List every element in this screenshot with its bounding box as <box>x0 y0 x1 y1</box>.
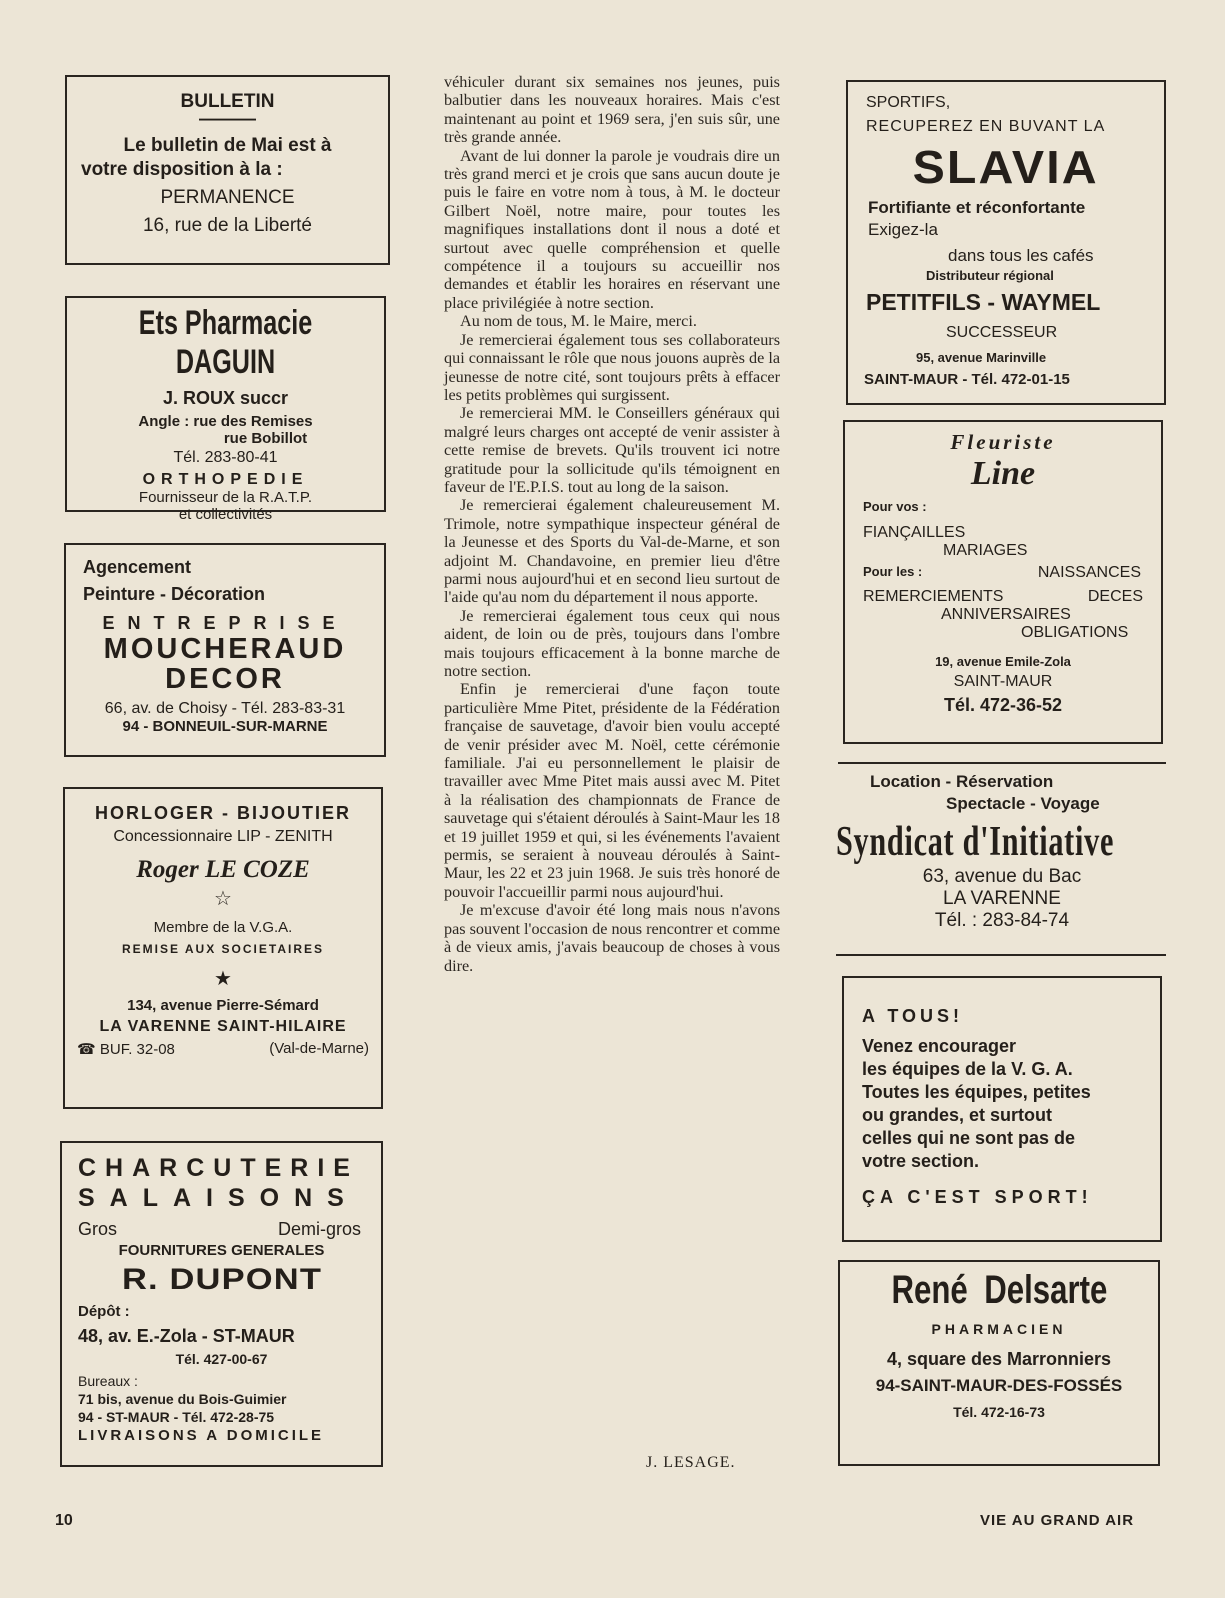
dupont-name: R. DUPONT <box>121 1263 322 1296</box>
moucheraud-city: 94 - BONNEUIL-SUR-MARNE <box>122 718 328 735</box>
moucheraud-name1: MOUCHERAUD <box>103 633 347 665</box>
bulletin-text1: Le bulletin de Mai est à <box>123 135 332 156</box>
daguin-collectivities: et collectivités <box>178 506 273 523</box>
fleuriste-naissances: NAISSANCES <box>1037 564 1141 581</box>
ad-fleuriste-line <box>843 420 1163 744</box>
atous-line: Venez encourager <box>862 1036 1017 1056</box>
article-paragraph: Avant de lui donner la parole je voudrais dire un très grand merci et je crois que sans aucun doute je puis le faire en votre nom à tous, à M. le docteur Gilbert Noël, notre maire, pour toutes les magnifiques installations dont il nous a doté et surtout avec quelle compréhension et quelle compétence il a toujours su accueillir nos demandes et établir les horaires en réservant une place privilégiée à notre section. <box>444 146 780 312</box>
ad-a-tous <box>842 976 1162 1242</box>
fleuriste-mariages: MARIAGES <box>943 542 1028 559</box>
lecoze-trade: HORLOGER - BIJOUTIER <box>94 803 351 823</box>
dupont-gros: Gros <box>78 1219 118 1239</box>
bulletin-address: 16, rue de la Liberté <box>142 215 312 236</box>
bulletin-place: PERMANENCE <box>160 187 295 208</box>
slavia-name: PETITFILS - WAYMEL <box>866 289 1101 315</box>
ad-delsarte <box>838 1260 1160 1466</box>
fleuriste-fiancailles: FIANÇAILLES <box>863 524 966 541</box>
daguin-angle2: rue Bobillot <box>223 430 308 447</box>
syndicat-line2: Spectacle - Voyage <box>946 794 1100 813</box>
daguin-tel: Tél. 283-80-41 <box>173 449 278 466</box>
slavia-brand: SLAVIA <box>912 141 1100 193</box>
ad-dupont <box>60 1141 383 1467</box>
delsarte-address: 4, square des Marronniers <box>886 1349 1112 1369</box>
atous-line: ou grandes, et surtout <box>862 1105 1053 1125</box>
fleuriste-anniversaires: ANNIVERSAIRES <box>941 606 1071 623</box>
article-signature: J. LESAGE. <box>646 1454 736 1471</box>
delsarte-tel: Tél. 472-16-73 <box>953 1404 1045 1420</box>
slavia-line2: RECUPEREZ EN BUVANT LA <box>866 118 1106 135</box>
article-paragraph: Enfin je remercierai d'une façon toute particulière Mme Pitet, présidente de la Fédération française de sauvetage, d'avoir bien voulu accepté de venir présider avec M. Noël, cette cérémonie familiale. J'ai eu personnellement le plaisir de travailler avec Mme Pitet mais aussi avec M. Pitet à la réalisation des championnats de France de sauvetage qui s'étaient déroulés à Saint-Maur les 18 et 19 juillet 1959 et qui, si les événements l'avaient permis, se seraient à nouveau déroulés à Saint-Maur, les 22 et 23 juin 1968. Je suis très honoré de pouvoir l'accueillir parmi nous aujourd'hui. <box>444 680 780 901</box>
ad-bulletin <box>65 75 390 265</box>
atous-title: A TOUS! <box>862 1006 964 1026</box>
article-paragraph: Je remercierai également chaleureusement M. Trimole, notre sympathique inspecteur général de la Jeunesse et des Sports du Val-de-Marne, et son adjoint M. Chandavoine, en premier lieu d'être parmi nous aujourd'hui et en second lieu surtout de l'aide qu'au nom du département il nous apporte. <box>444 496 780 607</box>
atous-line: Toutes les équipes, petites <box>862 1082 1091 1102</box>
ad-syndicat <box>836 768 1168 952</box>
article-paragraph: Je remercierai également tous ceux qui nous aident, de loin ou de près, toujours dans l'ombre mais toujours efficacement à la bonne marche de notre section. <box>444 606 780 680</box>
slavia-exigez: Exigez-la <box>868 220 938 239</box>
lecoze-member: Membre de la V.G.A. <box>153 919 293 936</box>
article-paragraph: Au nom de tous, M. le Maire, merci. <box>460 312 697 331</box>
syndicat-address: 63, avenue du Bac <box>922 866 1082 887</box>
article-paragraph: véhiculer durant six semaines nos jeunes, puis balbutier dans les nouveaux horaires. Mais c'est maintenant au point et 1969 sera, j'en suis sûr, une très grande année. <box>444 73 780 147</box>
slavia-tagline: Fortifiante et réconfortante <box>868 198 1086 217</box>
bulletin-dash: ——— <box>199 109 256 130</box>
bulletin-title: BULLETIN <box>180 91 275 112</box>
slavia-cafes: dans tous les cafés <box>948 246 1094 265</box>
dupont-bureaux: Bureaux : <box>78 1373 138 1389</box>
fleuriste-deces: DECES <box>1087 588 1143 605</box>
article-paragraph: Je m'excuse d'avoir été long mais nous n'avons pas souvent l'occasion de nous rencontrer et comme à de vieux amis, j'avais beaucoup de choses à vous dire. <box>444 901 781 975</box>
slavia-city-tel: SAINT-MAUR - Tél. 472-01-15 <box>864 371 1070 388</box>
dupont-delivery: LIVRAISONS A DOMICILE <box>78 1427 325 1444</box>
daguin-supplier: Fournisseur de la R.A.T.P. <box>138 489 313 506</box>
dupont-depot-address: 48, av. E.-Zola - ST-MAUR <box>78 1326 295 1346</box>
slavia-address: 95, avenue Marinville <box>916 350 1047 365</box>
fleuriste-address: 19, avenue Emile-Zola <box>935 654 1071 669</box>
fleuriste-name: Line <box>970 455 1036 492</box>
lecoze-region: (Val-de-Marne) <box>269 1040 369 1057</box>
delsarte-city: 94-SAINT-MAUR-DES-FOSSÉS <box>875 1376 1123 1395</box>
lecoze-city: LA VARENNE SAINT-HILAIRE <box>99 1018 347 1035</box>
lecoze-address: 134, avenue Pierre-Sémard <box>127 997 319 1014</box>
fleuriste-city: SAINT-MAUR <box>953 673 1053 690</box>
star-icon-filled: ★ <box>214 968 232 990</box>
dupont-fournitures: FOURNITURES GENERALES <box>118 1242 325 1259</box>
dupont-demi: Demi-gros <box>277 1219 361 1239</box>
moucheraud-address: 66, av. de Choisy - Tél. 283-83-31 <box>104 700 346 717</box>
fleuriste-obligations: OBLIGATIONS <box>1021 624 1129 641</box>
ad-slavia <box>846 80 1166 405</box>
fleuriste-title: Fleuriste <box>950 430 1056 454</box>
ad-moucheraud <box>64 543 386 757</box>
dupont-bureaux-address: 71 bis, avenue du Bois-Guimier <box>78 1391 287 1407</box>
moucheraud-line2: Peinture - Décoration <box>83 584 266 604</box>
moucheraud-entreprise: ENTREPRISE <box>102 613 348 633</box>
delsarte-name: René Delsarte <box>891 1268 1107 1312</box>
daguin-angle1: Angle : rue des Remises <box>138 413 313 430</box>
divider <box>838 762 1166 764</box>
publication-name: VIE AU GRAND AIR <box>980 1512 1135 1529</box>
divider <box>836 954 1166 956</box>
slavia-distrib: Distributeur régional <box>926 268 1054 283</box>
star-icon: ☆ <box>214 888 232 910</box>
page-number: 10 <box>55 1512 73 1529</box>
fleuriste-pour-les: Pour les : <box>863 564 923 579</box>
article-body <box>444 73 780 975</box>
ad-pharmacie-daguin <box>65 296 386 523</box>
atous-line: les équipes de la V. G. A. <box>862 1059 1073 1079</box>
slavia-line1: SPORTIFS, <box>866 94 951 111</box>
syndicat-line1: Location - Réservation <box>870 772 1054 791</box>
syndicat-tel: Tél. : 283-84-74 <box>934 910 1070 931</box>
atous-slogan: ÇA C'EST SPORT! <box>862 1187 1093 1207</box>
lecoze-dealer: Concessionnaire LIP - ZENITH <box>113 828 333 845</box>
fleuriste-remerciements: REMERCIEMENTS <box>863 588 1004 605</box>
article-paragraph: Je remercierai également tous ses collaborateurs qui connaissant le rôle que nous jouons auprès de la jeunesse de notre cité, sont toujours prêts à effacer les petits problèmes qui surgissent. <box>444 330 780 404</box>
lecoze-name: Roger LE COZE <box>136 856 310 883</box>
bulletin-text2: votre disposition à la : <box>81 159 283 180</box>
dupont-line2: SALAISONS <box>78 1184 359 1212</box>
daguin-specialty: ORTHOPEDIE <box>142 471 309 488</box>
atous-line: celles qui ne sont pas de <box>862 1128 1076 1148</box>
syndicat-city: LA VARENNE <box>943 888 1061 909</box>
lecoze-phone: BUF. 32-08 <box>99 1041 175 1058</box>
slavia-successor: SUCCESSEUR <box>946 324 1058 341</box>
dupont-line1: CHARCUTERIE <box>78 1154 359 1182</box>
daguin-name: Ets Pharmacie DAGUIN <box>138 304 313 381</box>
atous-line: votre section. <box>862 1151 980 1171</box>
moucheraud-name2: DECOR <box>165 663 285 695</box>
dupont-depot: Dépôt : <box>78 1303 130 1320</box>
article-paragraph: Je remercierai MM. le Conseillers généraux qui malgré leurs charges ont accepté de venir assister à cette remise de brevets. Qu'ils trouvent ici notre gratitude pour la sollicitude qu'ils témoignent en faveur de l'E.P.I.S. tout au long de la saison. <box>444 404 780 496</box>
phone-icon: ☎ <box>77 1041 100 1058</box>
fleuriste-pour-vos: Pour vos : <box>863 499 927 514</box>
syndicat-name: Syndicat d'Initiative <box>836 819 1115 865</box>
lecoze-discount: REMISE AUX SOCIETAIRES <box>121 942 325 956</box>
delsarte-title: PHARMACIEN <box>931 1321 1067 1337</box>
fleuriste-tel: Tél. 472-36-52 <box>943 695 1063 715</box>
ad-le-coze <box>63 787 383 1109</box>
daguin-owner: J. ROUX succr <box>162 388 289 408</box>
dupont-bureaux-city: 94 - ST-MAUR - Tél. 472-28-75 <box>78 1409 275 1425</box>
moucheraud-line1: Agencement <box>83 557 192 577</box>
dupont-depot-tel: Tél. 427-00-67 <box>175 1351 268 1367</box>
